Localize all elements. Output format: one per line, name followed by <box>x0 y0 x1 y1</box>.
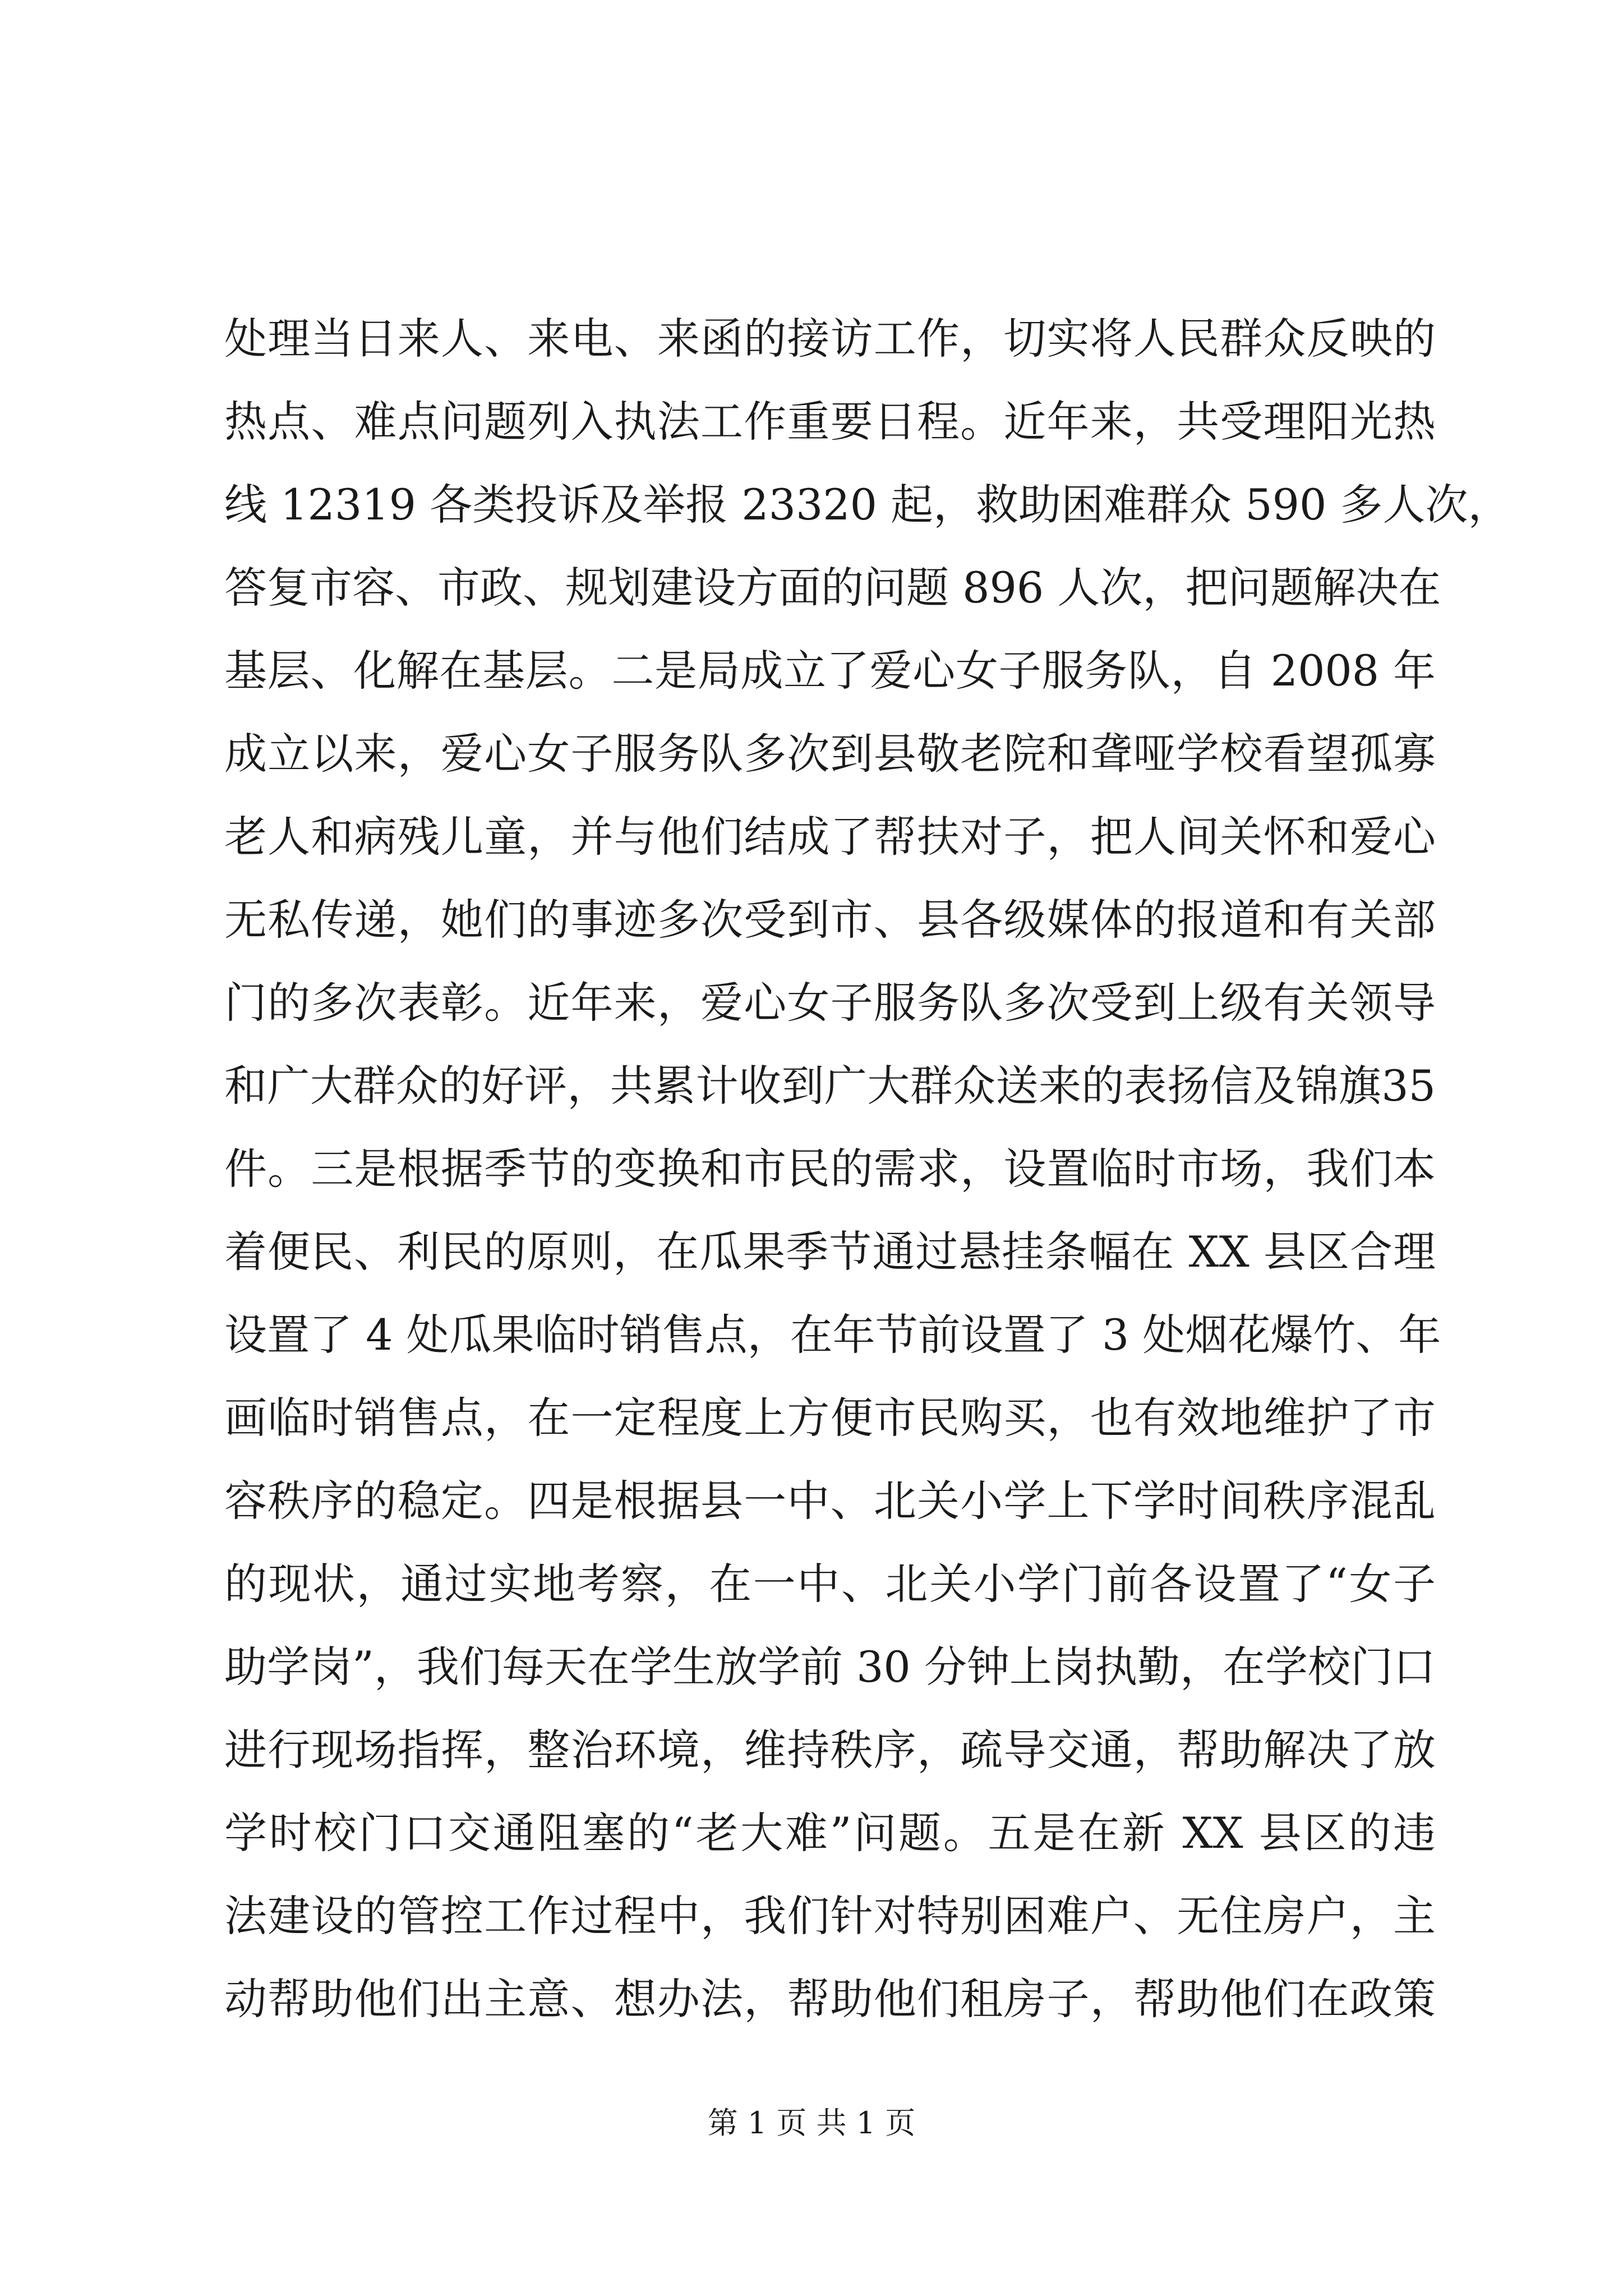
text-line: 成立以来，爱心女子服务队多次到县敬老院和聋哑学校看望孤寡 <box>224 729 1436 779</box>
page-footer <box>0 2104 1623 2143</box>
text-line: 画临时销售点，在一定程度上方便市民购买，也有效地维护了市 <box>224 1393 1436 1443</box>
text-line: 进行现场指挥，整治环境，维持秩序，疏导交通，帮助解决了放 <box>224 1725 1436 1775</box>
text-line: 答复市容、市政、规划建设方面的问题 896 人次，把问题解决在 <box>224 563 1441 613</box>
text-line: 件。三是根据季节的变换和市民的需求，设置临时市场，我们本 <box>224 1144 1436 1194</box>
text-line: 门的多次表彰。近年来，爱心女子服务队多次受到上级有关领导 <box>224 978 1436 1028</box>
body-paragraph <box>224 297 1511 2041</box>
text-line: 热点、难点问题列入执法工作重要日程。近年来，共受理阳光热 <box>224 397 1436 447</box>
text-line: 法建设的管控工作过程中，我们针对特别困难户、无住房户，主 <box>224 1891 1436 1941</box>
text-line: 无私传递，她们的事迹多次受到市、县各级媒体的报道和有关部 <box>224 895 1436 945</box>
text-line: 和广大群众的好评，共累计收到广大群众送来的表扬信及锦旗35 <box>224 1061 1436 1111</box>
text-line: 助学岗”，我们每天在学生放学前 30 分钟上岗执勤，在学校门口 <box>224 1642 1436 1692</box>
text-line: 动帮助他们出主意、想办法，帮助他们租房子，帮助他们在政策 <box>224 1974 1436 2024</box>
page-number-label: 第 1 页 共 1 页 <box>707 2105 916 2141</box>
text-line: 老人和病残儿童，并与他们结成了帮扶对子，把人间关怀和爱心 <box>224 812 1436 862</box>
text-line: 设置了 4 处瓜果临时销售点，在年节前设置了 3 处烟花爆竹、年 <box>224 1310 1441 1360</box>
text-line: 学时校门口交通阻塞的“老大难”问题。五是在新 XX 县区的违 <box>224 1808 1436 1858</box>
text-line: 的现状，通过实地考察，在一中、北关小学门前各设置了“女子 <box>224 1559 1436 1609</box>
text-line: 着便民、利民的原则，在瓜果季节通过悬挂条幅在 XX 县区合理 <box>224 1227 1436 1277</box>
text-line: 线 12319 各类投诉及举报 23320 起，救助困难群众 590 多人次， <box>224 480 1511 530</box>
text-line: 处理当日来人、来电、来函的接访工作，切实将人民群众反映的 <box>224 314 1436 364</box>
text-line: 容秩序的稳定。四是根据县一中、北关小学上下学时间秩序混乱 <box>224 1476 1436 1526</box>
text-line: 基层、化解在基层。二是局成立了爱心女子服务队，自 2008 年 <box>224 646 1436 696</box>
